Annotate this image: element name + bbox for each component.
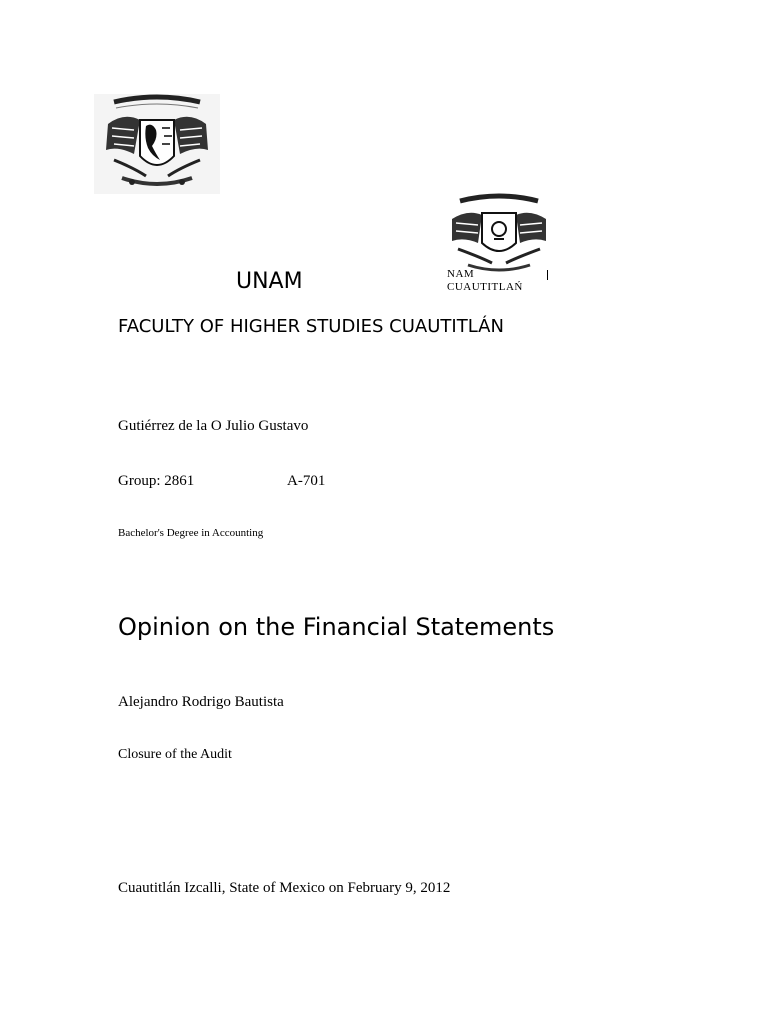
professor-name: Alejandro Rodrigo Bautista <box>118 694 284 710</box>
faculty-name: FACULTY OF HIGHER STUDIES CUAUTITLÁN <box>118 316 504 337</box>
unam-seal-left <box>94 94 220 194</box>
unam-seal-icon <box>444 193 554 273</box>
seal-caption-line2: CUAUTITLAŃ <box>447 281 523 293</box>
unam-seal-icon <box>94 94 220 194</box>
university-name: UNAM <box>236 269 303 294</box>
student-name: Gutiérrez de la O Julio Gustavo <box>118 418 309 434</box>
degree-program: Bachelor's Degree in Accounting <box>118 527 264 539</box>
seal-caption-divider <box>547 270 548 280</box>
seal-caption-line1: NAM <box>447 268 475 280</box>
unam-seal-right <box>444 193 554 273</box>
document-title: Opinion on the Financial Statements <box>118 613 555 641</box>
place-and-date: Cuautitlán Izcalli, State of Mexico on February 9, 2012 <box>118 880 451 896</box>
group-number: Group: 2861 <box>118 473 195 489</box>
subject-name: Closure of the Audit <box>118 747 232 762</box>
classroom: A-701 <box>287 473 326 489</box>
